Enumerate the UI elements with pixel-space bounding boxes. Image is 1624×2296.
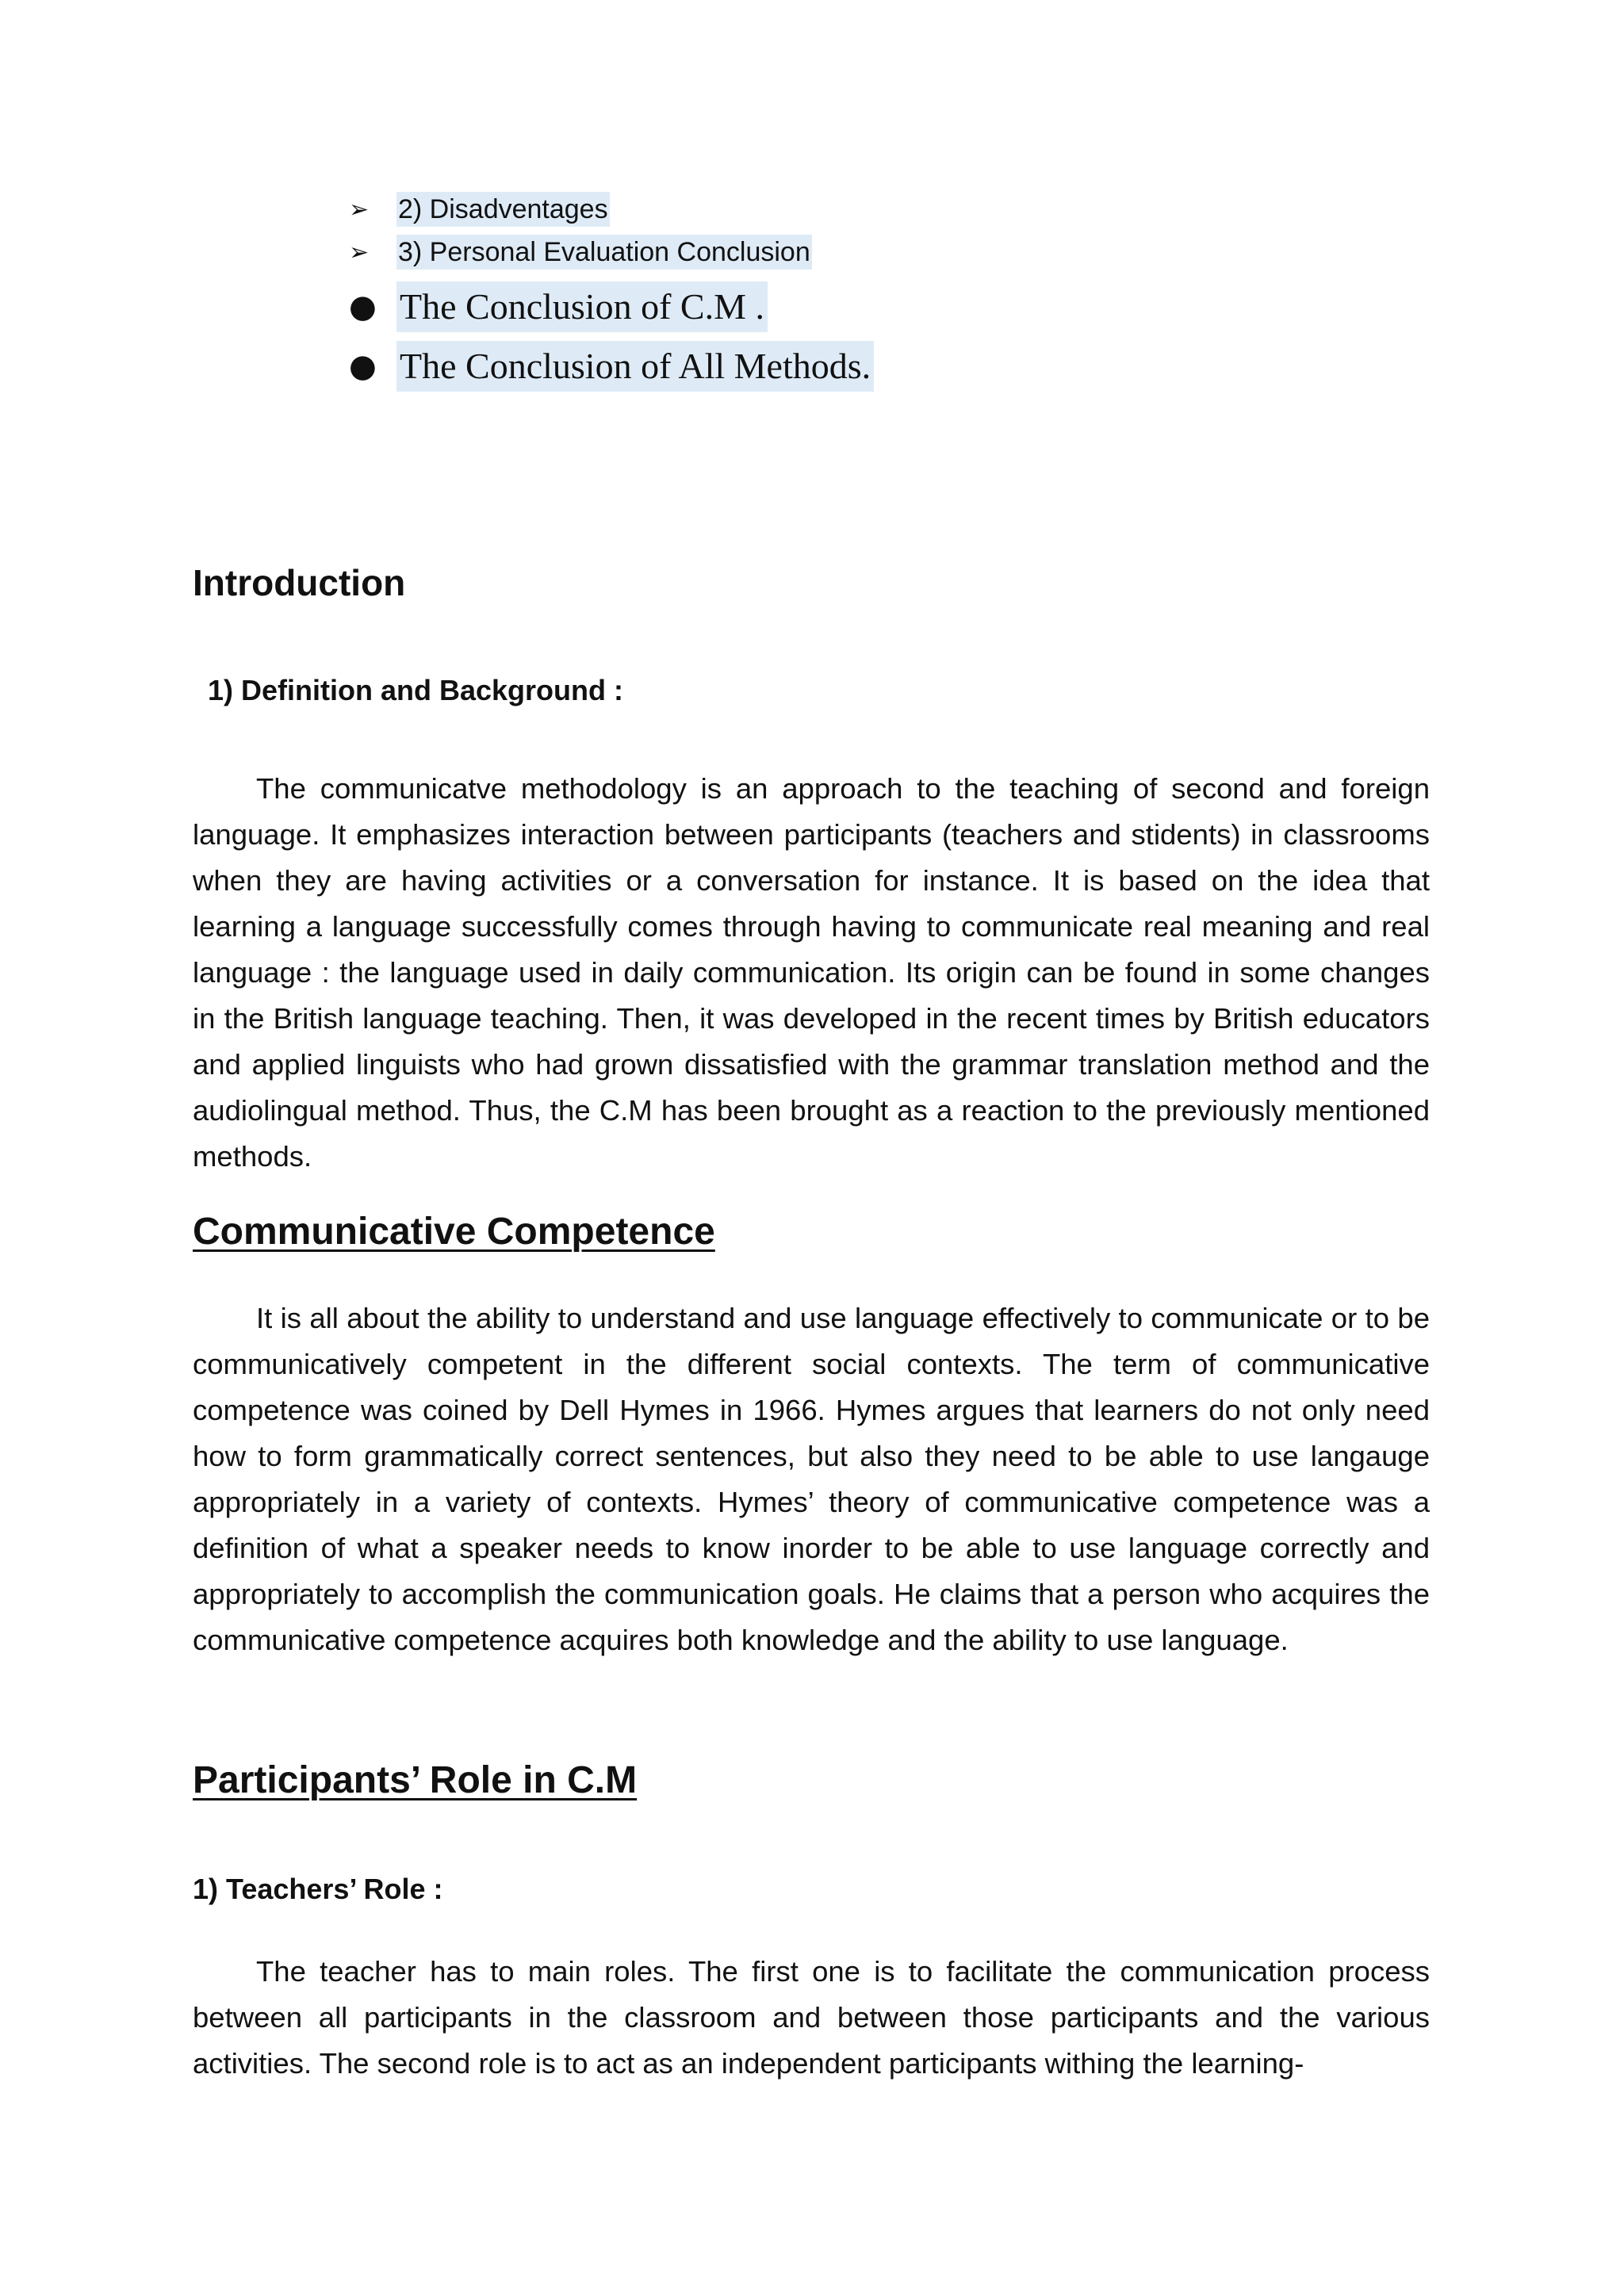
toc-item-text: The Conclusion of All Methods.: [396, 341, 874, 392]
toc-list-item: [349, 192, 610, 227]
communicative-competence-paragraph: It is all about the ability to understand and use language effectively to communicate or to be communicatively competent in the different social contexts. The term of communicative competence was coined by Dell Hymes in 1966. Hymes argues that learners do not only need how to form grammatically correct sentences, but also they need to be able to use langauge appropriately in a variety of contexts. Hymes’ theory of communicative competence was a definition of what a speaker needs to know inorder to be able to use language correctly and appropriately to accomplish the communication goals. He claims that a person who acquires the communicative competence acquires both knowledge and the ability to use language.: [193, 1302, 1430, 1656]
teachers-role-paragraph: The teacher has to main roles. The first one is to facilitate the communication process between all participants in the classroom and between those participants and the various activities. The second role is to act as an independent participants withing the learning-: [193, 1955, 1430, 2080]
introduction-heading: Introduction: [193, 562, 406, 603]
round-bullet-icon: ●: [349, 348, 377, 385]
toc-item-text: 3) Personal Evaluation Conclusion: [396, 235, 812, 270]
participants-role-heading: Participants’ Role in C.M: [193, 1759, 638, 1801]
round-bullet-icon: ●: [349, 289, 377, 325]
communicative-competence-heading: Communicative Competence: [193, 1211, 715, 1253]
toc-item-text: 2) Disadventages: [396, 192, 610, 227]
toc-list-item: [349, 235, 812, 270]
toc-list-item: [349, 281, 768, 332]
toc-list-item: [349, 341, 874, 392]
arrowhead-bullet-icon: ➢: [349, 195, 370, 224]
arrowhead-bullet-icon: ➢: [349, 238, 370, 266]
teachers-role-subheading: 1) Teachers’ Role :: [193, 1873, 443, 1905]
toc-item-text: The Conclusion of C.M .: [396, 281, 768, 332]
definition-subheading: 1) Definition and Background :: [208, 674, 624, 706]
introduction-paragraph: The communicatve methodology is an approach to the teaching of second and foreign language. It emphasizes interaction between participants (teachers and stidents) in classrooms when they are having activities or a conversation for instance. It is based on the idea that learning a language successfully comes through having to communicate real meaning and real language : the language used in daily communication. Its origin can be found in some changes in the British language teaching. Then, it was developed in the recent times by British educators and applied linguists who had grown dissatisfied with the grammar translation method and the audiolingual method. Thus, the C.M has been brought as a reaction to the previously mentioned methods.: [193, 772, 1430, 1173]
